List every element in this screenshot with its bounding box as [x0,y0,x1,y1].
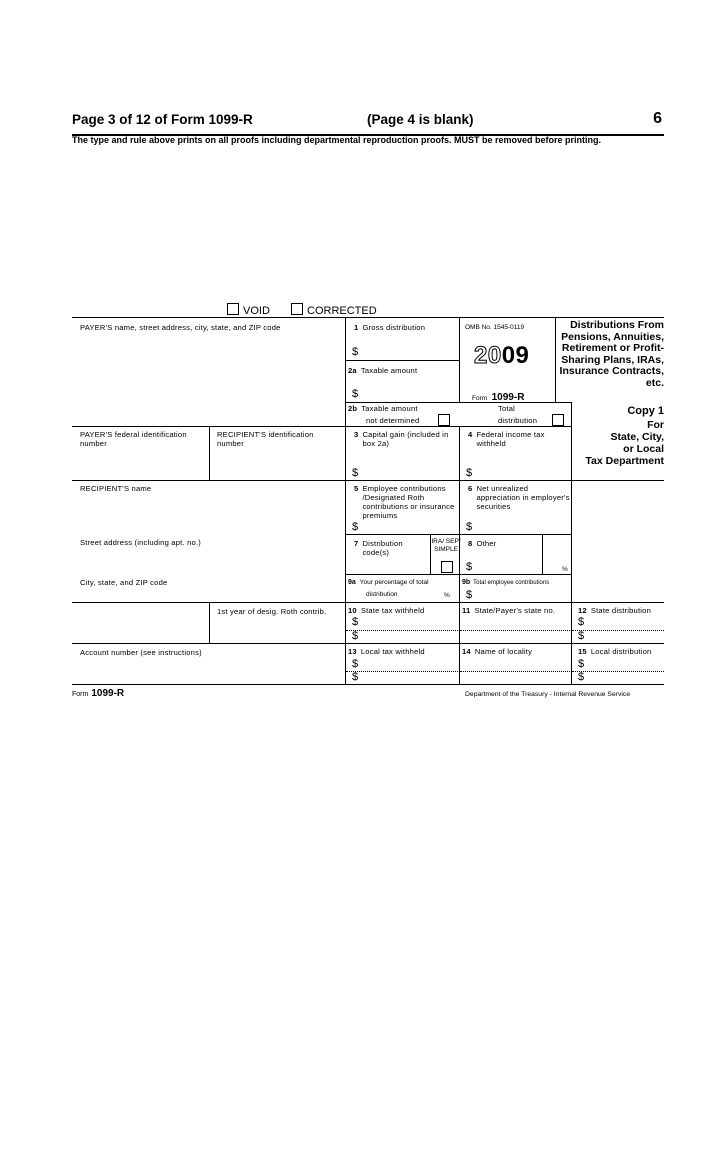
street-box[interactable] [72,534,346,574]
box-12-dollar-2: $ [578,630,585,642]
box-14[interactable] [460,643,572,684]
box-4-dollar: $ [466,467,473,479]
city-label: City, state, and ZIP code [80,578,168,587]
recipient-id-box[interactable] [210,426,346,480]
box-10-dollar-1: $ [352,616,359,628]
total-distribution-checkbox[interactable] [552,414,564,426]
tax-year-solid: 09 [501,342,530,369]
copy-line-1: Copy 1 [627,405,664,417]
roth-year-box[interactable] [210,602,346,643]
box-7-label: Distribution code(s) [362,539,403,557]
box-2b-number: 2b [348,404,358,413]
copy-box [572,402,664,480]
box-10-dollar-2: $ [352,630,359,642]
box-6-dollar: $ [466,521,473,533]
box-7-number: 7 [354,539,359,548]
box-5-number: 5 [354,484,359,493]
void-option[interactable] [227,303,270,317]
box-15-divider [572,671,664,672]
box-9a-number: 9a [348,579,356,586]
page-number: 6 [653,110,662,127]
payer-fed-id-label: PAYER'S federal identification number [80,430,187,448]
footer-form-name: 1099-R [91,688,125,699]
account-label: Account number (see instructions) [80,648,202,657]
box-8[interactable] [460,534,572,574]
ira-label: IRA/ SEP/ SIMPLE [431,538,461,553]
total-label-2: distribution [498,416,538,425]
city-box[interactable] [72,574,346,602]
not-determined-checkbox[interactable] [438,414,450,426]
box-12-number: 12 [578,606,587,615]
right-blank [572,480,664,602]
box-9b-dollar: $ [466,589,473,601]
box-4-number: 4 [468,430,473,439]
box-12-label: State distribution [590,606,652,615]
omb-number: OMB No. 1545-0119 [465,324,525,331]
box-12-dollar-1: $ [578,616,585,628]
box-9b-label: Total employee contributions [473,580,550,586]
box-14-divider [460,671,572,672]
box-13-number: 13 [348,647,357,656]
box-5[interactable] [346,480,460,534]
box-14-number: 14 [462,647,471,656]
box-6[interactable] [460,480,572,534]
box-8-divider [542,535,543,575]
box-9a[interactable] [346,574,460,602]
box-9a-label-1: Your percentage of total [359,579,429,586]
ira-box [430,535,460,575]
box-1-number: 1 [354,323,359,332]
box-13[interactable] [346,643,460,684]
box-8-label: Other [476,539,497,548]
box-15-dollar-1: $ [578,658,585,670]
box-4[interactable] [460,426,572,480]
box-13-divider [346,671,460,672]
box-2a-dollar: $ [352,388,359,400]
print-note: The type and rule above prints on all proofs including departmental reproduction proofs. MUST be removed before printing. [72,135,602,145]
box-11-divider [460,630,572,631]
total-label-1: Total [498,404,516,413]
box-1[interactable] [346,318,460,360]
box-10-label: State tax withheld [360,606,425,615]
blank-note: (Page 4 is blank) [367,112,474,127]
payer-fed-id-box[interactable] [72,426,210,480]
box-6-label: Net unrealized appreciation in employer's securities [476,484,570,511]
footer-form [72,688,124,699]
box-9b[interactable] [460,574,572,602]
form-name: 1099-R [491,392,525,403]
recipient-id-label: RECIPIENT'S identification number [217,430,314,448]
box-3-number: 3 [354,430,359,439]
box-14-label: Name of locality [474,647,533,656]
box-13-label: Local tax withheld [360,647,425,656]
corrected-label: CORRECTED [307,305,377,317]
street-label: Street address (including apt. no.) [80,538,201,547]
box-10-divider [346,630,460,631]
footer-dept: Department of the Treasury - Internal Revenue Service [465,691,631,698]
copy-line-3: State, City, [610,431,664,443]
box-3[interactable] [346,426,460,480]
box-2b [346,402,572,426]
box-2b-label-1: Taxable amount [361,404,418,413]
form-word: Form [472,395,488,402]
void-checkbox[interactable] [227,303,239,315]
payer-name-label: PAYER'S name, street address, city, state, and ZIP code [80,323,281,332]
form-title: Distributions From Pensions, Annuities, Retirement or Profit-Sharing Plans, IRAs, Insurance Contracts, etc. [559,319,664,389]
box-9b-number: 9b [462,579,471,586]
omb-year-box [460,318,556,402]
void-label: VOID [243,305,270,317]
page-info: Page 3 of 12 of Form 1099-R [72,112,253,127]
box-12-divider [572,630,664,631]
copy-line-4: or Local [623,443,664,455]
roth-year-label: 1st year of desig. Roth contrib. [217,607,327,616]
box-10-number: 10 [348,606,357,615]
corrected-checkbox[interactable] [291,303,303,315]
box-11-number: 11 [462,606,471,615]
box-8-percent: % [562,566,568,573]
box-13-dollar-2: $ [352,671,359,683]
box-2a[interactable] [346,360,460,402]
box-1-dollar: $ [352,346,359,358]
box-3-label: Capital gain (included in box 2a) [362,430,449,448]
box-12[interactable] [572,602,664,643]
box-15-label: Local distribution [590,647,652,656]
corrected-option[interactable] [291,303,377,317]
tax-year-hollow: 20 [474,342,502,369]
form-title-box [556,318,664,402]
box-8-number: 8 [468,539,473,548]
box-2a-label: Taxable amount [360,366,418,375]
box-13-dollar-1: $ [352,658,359,670]
recipient-name-label: RECIPIENT'S name [80,484,152,493]
box-7[interactable] [346,534,460,574]
box-9a-percent: % [444,592,450,599]
box-2a-number: 2a [348,366,357,375]
box-1-label: Gross distribution [362,323,426,332]
box-15-dollar-2: $ [578,671,585,683]
box-3-dollar: $ [352,467,359,479]
box-4-label: Federal income tax withheld [476,430,545,448]
ira-checkbox[interactable] [441,561,453,573]
box-11[interactable] [460,602,572,643]
box-6-number: 6 [468,484,473,493]
box-11-label: State/Payer's state no. [474,606,556,615]
copy-line-5: Tax Department [585,455,664,467]
box-10[interactable] [346,602,460,643]
footer-form-word: Form [72,691,89,698]
box-8-dollar: $ [466,561,473,573]
box-15-number: 15 [578,647,587,656]
recipient-name-box[interactable] [72,480,346,534]
box-5-label: Employee contributions /Designated Roth contributions or insurance premiums [362,484,455,520]
box-9a-label-2: distribution [366,591,398,598]
copy-line-2: For [647,419,664,431]
account-box[interactable] [72,643,346,684]
box-15[interactable] [572,643,664,684]
page-header [72,108,664,136]
form-1099r [72,317,664,685]
box-2b-label-2: not determined [366,416,420,425]
blank-box[interactable] [72,602,210,643]
box-5-dollar: $ [352,521,359,533]
tax-year [474,342,529,370]
payer-name-box[interactable] [72,318,346,426]
